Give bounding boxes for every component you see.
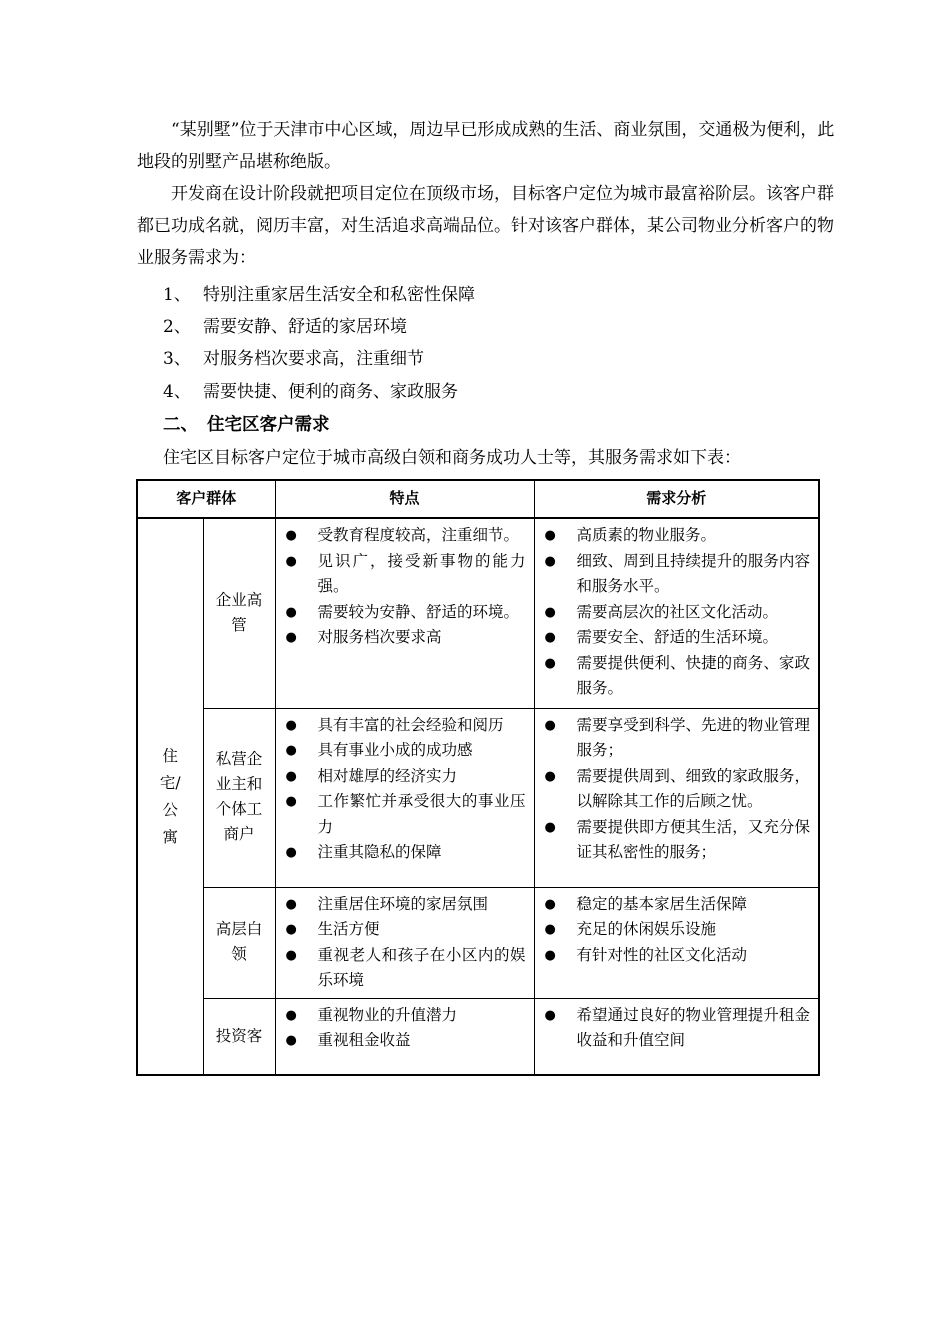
need-item: 2、 需要安静、舒适的家居环境 (163, 317, 407, 337)
list-item: ● 有针对性的社区文化活动 (543, 943, 811, 969)
list-item: ● 工作繁忙并承受很大的事业压力 (284, 789, 526, 840)
list-item: ● 重视物业的升值潜力 (284, 1003, 526, 1029)
header-needs: 需求分析 (534, 480, 819, 518)
need-item: 4、 需要快捷、便利的商务、家政服务 (163, 382, 458, 402)
list-item: ● 需要提供即方便其生活，又充分保证其私密性的服务； (543, 815, 811, 866)
list-item: ● 需要高层次的社区文化活动。 (543, 600, 811, 626)
category-cell: 住宅/公寓 (137, 518, 203, 1075)
intro-paragraph-1: “某别墅”位于天津市中心区域，周边早已形成成熟的生活、商业氛围，交通极为便利，此地段的别墅产品堪称绝版。 (137, 120, 835, 172)
list-item: ● 具有丰富的社会经验和阅历 (284, 713, 526, 739)
list-item: ● 生活方便 (284, 917, 526, 943)
features-cell (275, 887, 534, 998)
list-item: ● 高质素的物业服务。 (543, 523, 811, 549)
group-cell: 投资客 (203, 998, 275, 1075)
list-item: ● 需要提供周到、细致的家政服务，以解除其工作的后顾之忧。 (543, 764, 811, 815)
list-item: ● 对服务档次要求高 (284, 625, 526, 651)
list-item: ● 注重其隐私的保障 (284, 840, 526, 866)
header-group: 客户群体 (137, 480, 275, 518)
needs-cell (534, 998, 819, 1075)
intro-paragraph-2: 开发商在设计阶段就把项目定位在顶级市场，目标客户定位为城市最富裕阶层。该客户群都已功成名就，阅历丰富，对生活追求高端品位。针对该客户群体，某公司物业分析客户的物业服务需求为： (137, 184, 834, 268)
header-features: 特点 (275, 480, 534, 518)
table-row (137, 887, 819, 998)
list-item: ● 具有事业小成的成功感 (284, 738, 526, 764)
list-item: ● 注重居住环境的家居氛围 (284, 892, 526, 918)
table-row (137, 998, 819, 1075)
section-intro: 住宅区目标客户定位于城市高级白领和商务成功人士等，其服务需求如下表： (163, 448, 741, 468)
customer-needs-table (136, 479, 820, 1076)
list-item: ● 希望通过良好的物业管理提升租金收益和升值空间 (543, 1003, 811, 1054)
need-item: 3、 对服务档次要求高，注重细节 (163, 349, 424, 369)
list-item: ● 重视老人和孩子在小区内的娱乐环境 (284, 943, 526, 994)
group-cell: 私营企业主和个体工商户 (203, 708, 275, 887)
needs-cell (534, 887, 819, 998)
features-cell (275, 998, 534, 1075)
list-item: ● 重视租金收益 (284, 1028, 526, 1054)
table-row (137, 708, 819, 887)
list-item: ● 细致、周到且持续提升的服务内容和服务水平。 (543, 549, 811, 600)
list-item: ● 需要较为安静、舒适的环境。 (284, 600, 526, 626)
list-item: ● 需要安全、舒适的生活环境。 (543, 625, 811, 651)
need-item: 1、 特别注重家居生活安全和私密性保障 (163, 285, 475, 305)
section-heading: 二、 住宅区客户需求 (163, 415, 330, 435)
group-cell: 高层白领 (203, 887, 275, 998)
list-item: ● 受教育程度较高，注重细节。 (284, 523, 526, 549)
list-item: ● 稳定的基本家居生活保障 (543, 892, 811, 918)
list-item: ● 相对雄厚的经济实力 (284, 764, 526, 790)
features-cell (275, 708, 534, 887)
list-item: ● 需要提供便利、快捷的商务、家政服务。 (543, 651, 811, 702)
needs-cell (534, 518, 819, 708)
features-cell (275, 518, 534, 708)
list-item: ● 需要享受到科学、先进的物业管理服务； (543, 713, 811, 764)
list-item: ● 见识广，接受新事物的能力强。 (284, 549, 526, 600)
group-cell: 企业高管 (203, 518, 275, 708)
table-header-row (137, 480, 819, 518)
list-item: ● 充足的休闲娱乐设施 (543, 917, 811, 943)
table-row (137, 518, 819, 708)
needs-cell (534, 708, 819, 887)
